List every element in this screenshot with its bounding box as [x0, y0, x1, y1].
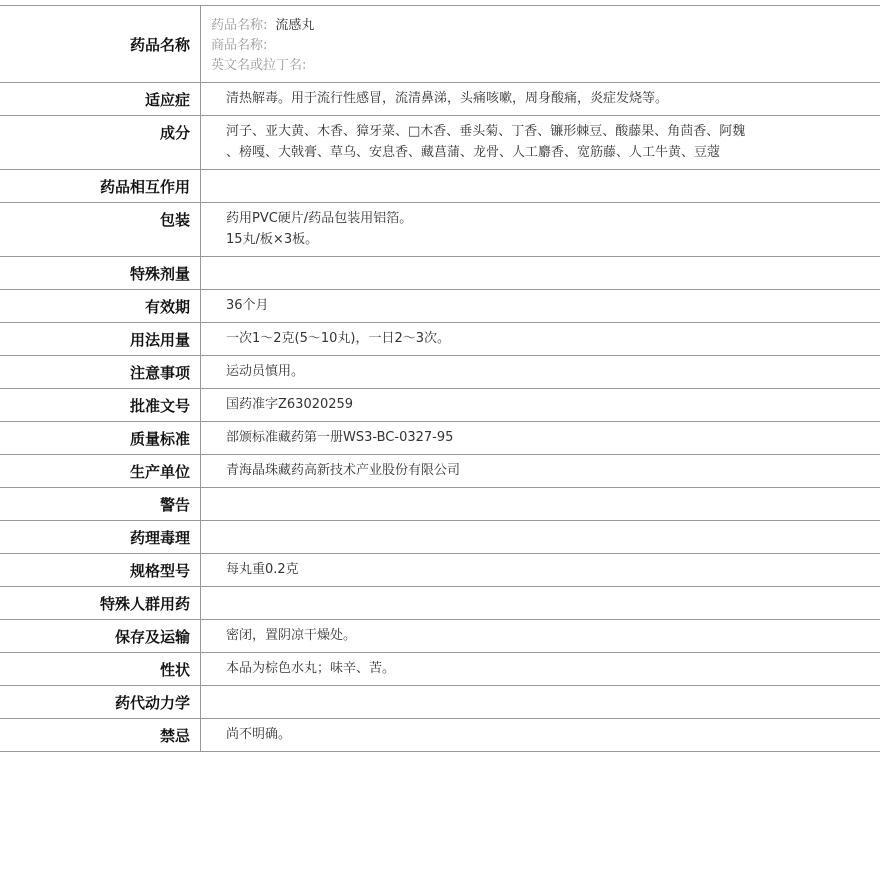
contraindications-value: 尚不明确。 [226, 727, 292, 742]
pharmacology-value [201, 521, 880, 553]
drug-name-row [0, 6, 880, 83]
dosage-label: 用法用量 [129, 331, 190, 349]
warning-value [201, 488, 880, 520]
shelf-life-value: 36个月 [226, 298, 269, 313]
indications-label: 适应症 [144, 91, 190, 109]
drug-name-label: 药品名称 [129, 36, 190, 54]
generic-name-value: 流感丸 [275, 18, 315, 33]
row-dosage [0, 323, 880, 356]
precautions-value: 运动员慎用。 [226, 364, 305, 379]
approval-number-label: 批准文号 [129, 397, 190, 415]
row-approval-number [0, 389, 880, 422]
specification-label: 规格型号 [129, 562, 190, 580]
quality-standard-label: 质量标准 [129, 430, 190, 448]
special-populations-value [201, 587, 880, 619]
storage-label: 保存及运输 [114, 628, 190, 646]
pharmacology-label: 药理毒理 [129, 529, 190, 547]
row-ingredients [0, 116, 880, 170]
row-shelf-life [0, 290, 880, 323]
precautions-label: 注意事项 [129, 364, 190, 382]
specification-value: 每丸重0.2克 [226, 562, 299, 577]
dosage-value: 一次1～2克(5～10丸)，一日2～3次。 [226, 331, 451, 346]
manufacturer-label: 生产单位 [129, 463, 190, 481]
quality-standard-value: 部颁标准藏药第一册WS3-BC-0327-95 [226, 430, 454, 445]
drug-name-value-cell [201, 6, 880, 83]
row-special-populations [0, 587, 880, 620]
pharmacokinetics-value [201, 686, 880, 718]
generic-name-key: 药品名称: [211, 18, 268, 33]
shelf-life-label: 有效期 [144, 298, 190, 316]
description-label: 性状 [159, 661, 190, 679]
description-value: 本品为棕色水丸；味辛、苦。 [226, 661, 396, 676]
row-quality-standard [0, 422, 880, 455]
ingredients-label: 成分 [159, 124, 190, 142]
packaging-value [201, 203, 880, 256]
row-precautions [0, 356, 880, 389]
row-packaging [0, 203, 880, 257]
drug-info-table [0, 5, 880, 752]
packaging-line-1: 药用PVC硬片/药品包装用铝箔。 [226, 211, 413, 226]
row-specification [0, 554, 880, 587]
interactions-label: 药品相互作用 [99, 178, 190, 196]
generic-name-line [211, 16, 870, 36]
warning-label: 警告 [159, 496, 190, 514]
row-special-dosage [0, 257, 880, 290]
trade-name-key: 商品名称: [211, 38, 268, 53]
row-pharmacology [0, 521, 880, 554]
special-dosage-label: 特殊剂量 [129, 265, 190, 283]
ingredients-value [201, 116, 880, 169]
row-warning [0, 488, 880, 521]
drug-name-label-cell [0, 6, 201, 83]
english-name-line [211, 56, 870, 76]
interactions-value [201, 170, 880, 202]
row-contraindications [0, 719, 880, 752]
row-indications [0, 83, 880, 116]
ingredients-line-2: 、榜嘎、大戟膏、草乌、安息香、藏菖蒲、龙骨、人工麝香、宽筋藤、人工牛黄、豆蔻 [226, 145, 721, 160]
manufacturer-value: 青海晶珠藏药高新技术产业股份有限公司 [226, 463, 461, 478]
english-name-key: 英文名或拉丁名: [211, 58, 307, 73]
trade-name-line [211, 36, 870, 56]
indications-value: 清热解毒。用于流行性感冒，流清鼻涕，头痛咳嗽，周身酸痛，炎症发烧等。 [226, 91, 669, 106]
pharmacokinetics-label: 药代动力学 [114, 694, 190, 712]
row-manufacturer [0, 455, 880, 488]
row-description [0, 653, 880, 686]
special-dosage-value [201, 257, 880, 289]
contraindications-label: 禁忌 [159, 727, 190, 745]
special-populations-label: 特殊人群用药 [99, 595, 190, 613]
packaging-line-2: 15丸/板×3板。 [226, 232, 319, 247]
ingredients-line-1: 河子、亚大黄、木香、獐牙菜、□木香、垂头菊、丁香、镰形棘豆、酸藤果、角茴香、阿魏 [226, 124, 746, 139]
approval-number-value: 国药准字Z63020259 [226, 397, 354, 412]
storage-value: 密闭，置阴凉干燥处。 [226, 628, 357, 643]
row-storage [0, 620, 880, 653]
row-interactions [0, 170, 880, 203]
row-pharmacokinetics [0, 686, 880, 719]
packaging-label: 包装 [159, 211, 190, 229]
